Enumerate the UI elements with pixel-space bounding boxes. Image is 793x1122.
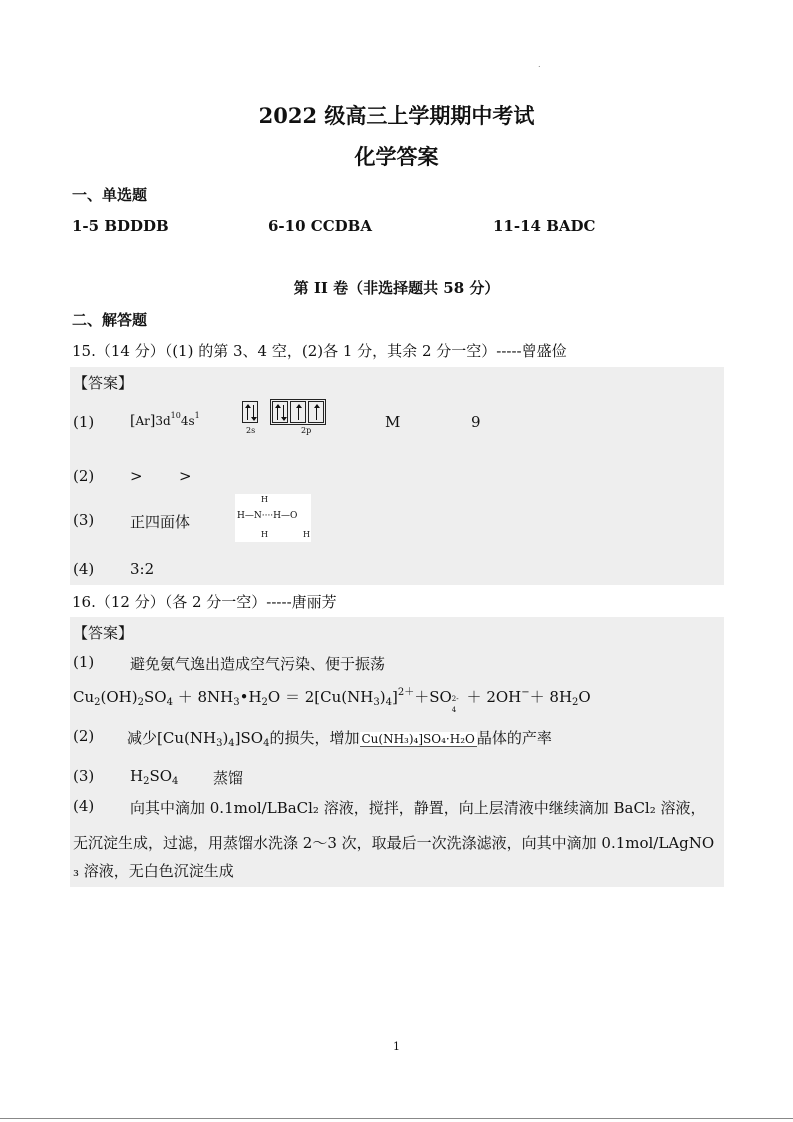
q15-answer-box — [70, 367, 724, 585]
q16-equation: $Cu_2(OH)_2SO_4$ ＋ $8NH_3•H_2O = 2[Cu(NH_3)_4]^{2+}+SO$ 2- 4 ＋ $2OH^-+ 8H_2O$ — [73, 687, 591, 714]
q16-p3-text: 蒸馏 — [213, 769, 244, 787]
q15-p3-num: (3) — [73, 511, 95, 529]
q15-p3-text: 正四面体 — [130, 513, 191, 531]
answer-group-1: 1-5 BDDDB — [72, 217, 169, 235]
header-dot: . — [538, 60, 541, 69]
electron-config: $[Ar]3d^{10}4s^1$ — [130, 411, 200, 429]
q15-p2-b: > — [179, 467, 192, 485]
q15-p2-a: > — [130, 467, 143, 485]
orbital-2s-label: 2s — [246, 426, 256, 435]
q15-p1-number: 9 — [471, 413, 481, 431]
page-number: 1 — [393, 1040, 400, 1053]
exam-title: 2022 级高三上学期期中考试 — [258, 103, 535, 128]
q15-header: 15.（14 分）（(1) 的第 3、4 空，(2)各 1 分，其余 2 分一空）-----曾盛俭 — [72, 342, 567, 360]
subject-title: 化学答案 — [354, 144, 439, 169]
q16-answer-tag: 【答案】 — [73, 624, 134, 642]
q15-p4-num: (4) — [73, 560, 95, 578]
q16-p3-num: (3) — [73, 767, 95, 785]
q16-answer-box — [70, 617, 724, 887]
orbital-2p-label: 2p — [301, 426, 312, 435]
q15-answer-tag: 【答案】 — [73, 374, 134, 392]
q16-p4-line2: 无沉淀生成，过滤，用蒸馏水洗涤 2～3 次，取最后一次洗涤滤液，向其中滴加 0.1mol/LAgNO — [73, 834, 715, 852]
q16-p3-formula: $H_2SO_4$ — [130, 767, 179, 787]
q16-p1-num: (1) — [73, 653, 95, 671]
hydrogen-bond-diagram: H H—N····H—O H H — [235, 494, 311, 542]
part-2-heading: 第 II 卷（非选择题共 58 分） — [293, 279, 500, 297]
q16-p4-line1: 向其中滴加 0.1mol/LBaCl₂ 溶液，搅拌，静置，向上层清液中继续滴加 BaCl₂ 溶液， — [130, 799, 706, 817]
q15-p4-text: 3:2 — [130, 560, 155, 578]
page-bottom-divider — [0, 1118, 793, 1119]
q16-p2-text: 减少$[Cu(NH_3)_4]SO_4$的损失，增加 Cu(NH₃)₄]SO₄·H₂O 晶体的产率 — [127, 729, 552, 749]
q16-p4-line3: ₃ 溶液，无白色沉淀生成 — [73, 862, 234, 880]
q15-p2-num: (2) — [73, 467, 95, 485]
answer-group-3: 11-14 BADC — [493, 217, 596, 235]
section-2-heading: 二、解答题 — [72, 311, 148, 329]
q16-p1-text: 避免氨气逸出造成空气污染、便于振荡 — [130, 655, 386, 673]
q15-p1-num: (1) — [73, 413, 95, 431]
q16-header: 16.（12 分）（各 2 分一空）-----唐丽芳 — [72, 593, 337, 611]
q16-p2-num: (2) — [73, 727, 95, 745]
answer-group-2: 6-10 CCDBA — [268, 217, 372, 235]
q16-p4-num: (4) — [73, 797, 95, 815]
q15-p1-letter: M — [385, 413, 401, 431]
section-1-heading: 一、单选题 — [72, 186, 148, 204]
orbital-2s-box — [242, 401, 258, 423]
